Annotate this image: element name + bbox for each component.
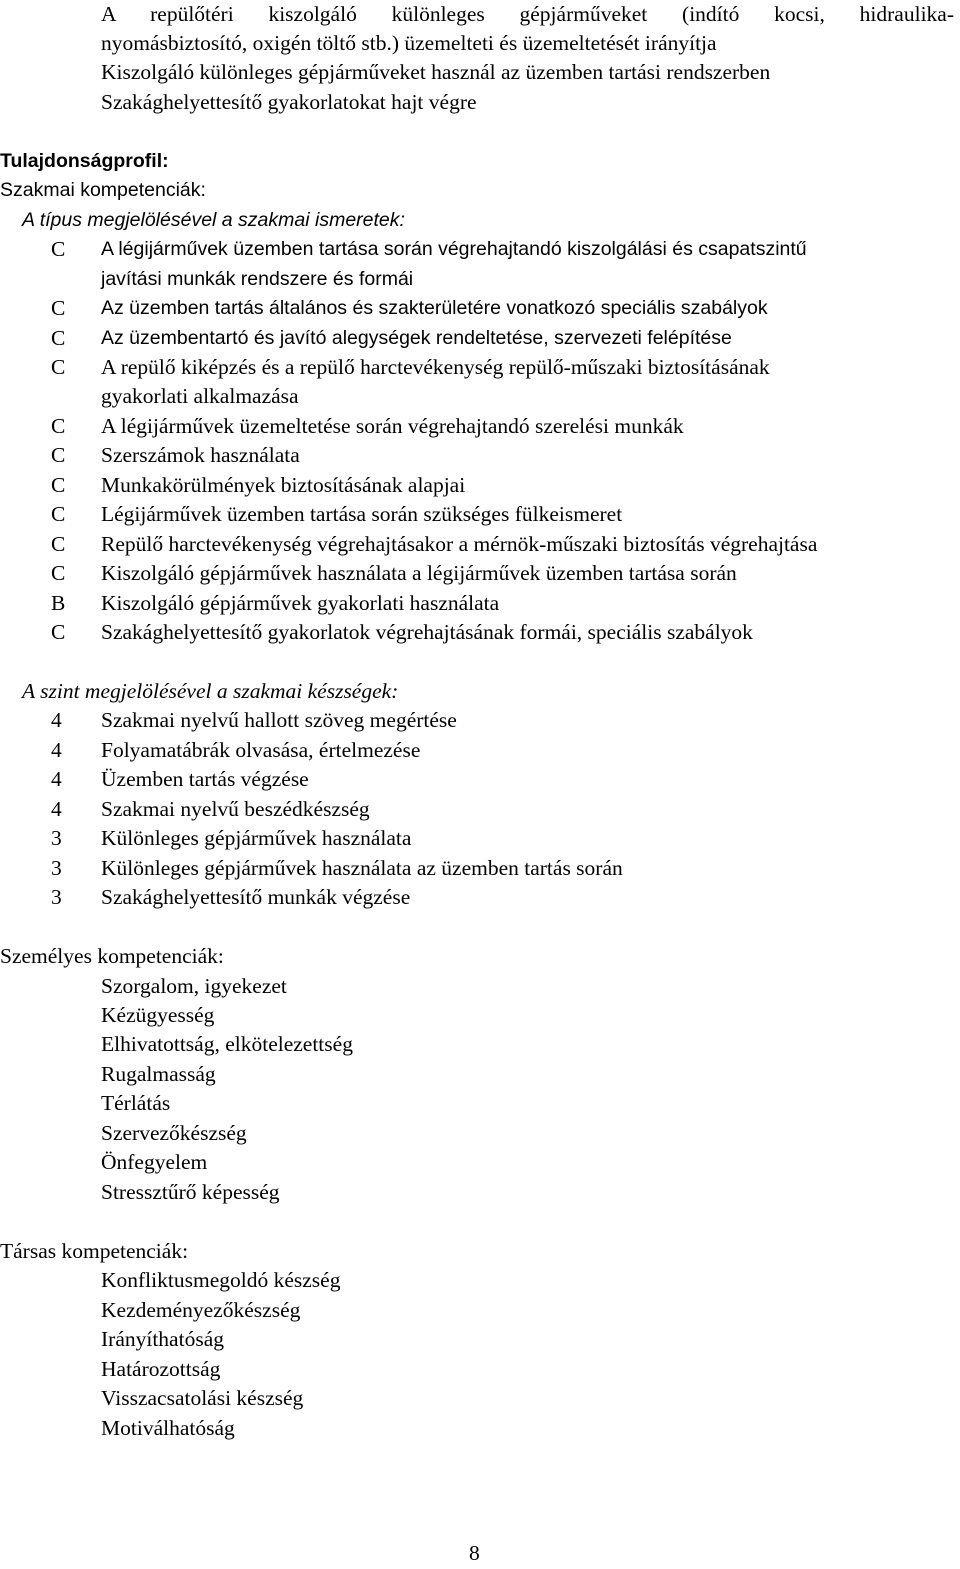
skill-item: Szakághelyettesítő munkák végzése bbox=[101, 885, 411, 909]
knowledge-item: A repülő kiképzés és a repülő harctevékenység repülő-műszaki biztosításának bbox=[101, 355, 770, 379]
skill-item: Szakmai nyelvű beszédkészség bbox=[101, 797, 370, 821]
intro-line: A repülőtéri kiszolgáló különleges gépjárműveket (indító kocsi, hidraulika- bbox=[101, 2, 954, 26]
skill-level: 3 bbox=[51, 826, 62, 850]
social-item: Visszacsatolási készség bbox=[101, 1386, 304, 1410]
knowledge-item: Szerszámok használata bbox=[101, 443, 300, 467]
knowledge-item: Repülő harctevékenység végrehajtásakor a mérnök-műszaki biztosítás végrehajtása bbox=[101, 532, 818, 556]
skill-level: 4 bbox=[51, 738, 62, 762]
skills-title: A szint megjelölésével a szakmai készségek: bbox=[22, 679, 399, 703]
knowledge-code: C bbox=[51, 561, 66, 585]
personal-title: Személyes kompetenciák: bbox=[0, 944, 224, 968]
social-item: Motiválhatóság bbox=[101, 1416, 235, 1440]
knowledge-code: C bbox=[51, 237, 66, 261]
personal-item: Kézügyesség bbox=[101, 1003, 215, 1027]
knowledge-code: B bbox=[51, 591, 66, 615]
knowledge-item: Az üzemben tartás általános és szakterületére vonatkozó speciális szabályok bbox=[101, 297, 768, 319]
social-item: Kezdeményezőkészség bbox=[101, 1298, 301, 1322]
professional-title: Szakmai kompetenciák: bbox=[0, 179, 206, 201]
social-title: Társas kompetenciák: bbox=[0, 1239, 189, 1263]
personal-item: Szorgalom, igyekezet bbox=[101, 974, 287, 998]
knowledge-code: C bbox=[51, 443, 66, 467]
skill-level: 4 bbox=[51, 797, 62, 821]
personal-item: Szervezőkészség bbox=[101, 1121, 247, 1145]
knowledge-code: C bbox=[51, 355, 66, 379]
knowledge-code: C bbox=[51, 502, 66, 526]
personal-item: Elhivatottság, elkötelezettség bbox=[101, 1032, 353, 1056]
skill-level: 4 bbox=[51, 767, 62, 791]
knowledge-item: Kiszolgáló gépjárművek gyakorlati használata bbox=[101, 591, 500, 615]
skill-item: Folyamatábrák olvasása, értelmezése bbox=[101, 738, 421, 762]
skill-level: 3 bbox=[51, 885, 62, 909]
intro-line: Kiszolgáló különleges gépjárműveket használ az üzemben tartási rendszerben bbox=[101, 60, 771, 84]
intro-line: Szakághelyettesítő gyakorlatokat hajt végre bbox=[101, 90, 477, 114]
personal-item: Rugalmasság bbox=[101, 1062, 216, 1086]
page-number: 8 bbox=[469, 1541, 480, 1565]
knowledge-code: C bbox=[51, 296, 66, 320]
social-item: Konfliktusmegoldó készség bbox=[101, 1268, 341, 1292]
social-item: Irányíthatóság bbox=[101, 1327, 224, 1351]
skill-item: Különleges gépjárművek használata az üzemben tartás során bbox=[101, 856, 623, 880]
profile-title: Tulajdonságprofil: bbox=[0, 150, 169, 172]
knowledge-code: C bbox=[51, 620, 66, 644]
personal-item: Stressztűrő képesség bbox=[101, 1180, 280, 1204]
skill-item: Különleges gépjárművek használata bbox=[101, 826, 412, 850]
knowledge-item-cont: javítási munkák rendszere és formái bbox=[101, 268, 414, 290]
knowledge-item: Szakághelyettesítő gyakorlatok végrehajtásának formái, speciális szabályok bbox=[101, 620, 753, 644]
knowledge-code: C bbox=[51, 532, 66, 556]
knowledge-code: C bbox=[51, 414, 66, 438]
intro-line: nyomásbiztosító, oxigén töltő stb.) üzemelteti és üzemeltetését irányítja bbox=[101, 31, 717, 55]
knowledge-title: A típus megjelölésével a szakmai ismeretek: bbox=[22, 209, 405, 231]
skill-item: Szakmai nyelvű hallott szöveg megértése bbox=[101, 708, 457, 732]
knowledge-item: Kiszolgáló gépjárművek használata a légijárművek üzemben tartása során bbox=[101, 561, 737, 585]
knowledge-item: A légijárművek üzemeltetése során végrehajtandó szerelési munkák bbox=[101, 414, 684, 438]
knowledge-code: C bbox=[51, 326, 66, 350]
skill-level: 3 bbox=[51, 856, 62, 880]
social-item: Határozottság bbox=[101, 1357, 221, 1381]
knowledge-code: C bbox=[51, 473, 66, 497]
knowledge-item-cont: gyakorlati alkalmazása bbox=[101, 384, 299, 408]
knowledge-item: A légijárművek üzemben tartása során végrehajtandó kiszolgálási és csapatszintű bbox=[101, 238, 807, 260]
personal-item: Térlátás bbox=[101, 1091, 171, 1115]
knowledge-item: Munkakörülmények biztosításának alapjai bbox=[101, 473, 466, 497]
personal-item: Önfegyelem bbox=[101, 1150, 208, 1174]
skill-item: Üzemben tartás végzése bbox=[101, 767, 309, 791]
skill-level: 4 bbox=[51, 708, 62, 732]
knowledge-item: Az üzembentartó és javító alegységek rendeltetése, szervezeti felépítése bbox=[101, 327, 732, 349]
knowledge-item: Légijárművek üzemben tartása során szükséges fülkeismeret bbox=[101, 502, 623, 526]
